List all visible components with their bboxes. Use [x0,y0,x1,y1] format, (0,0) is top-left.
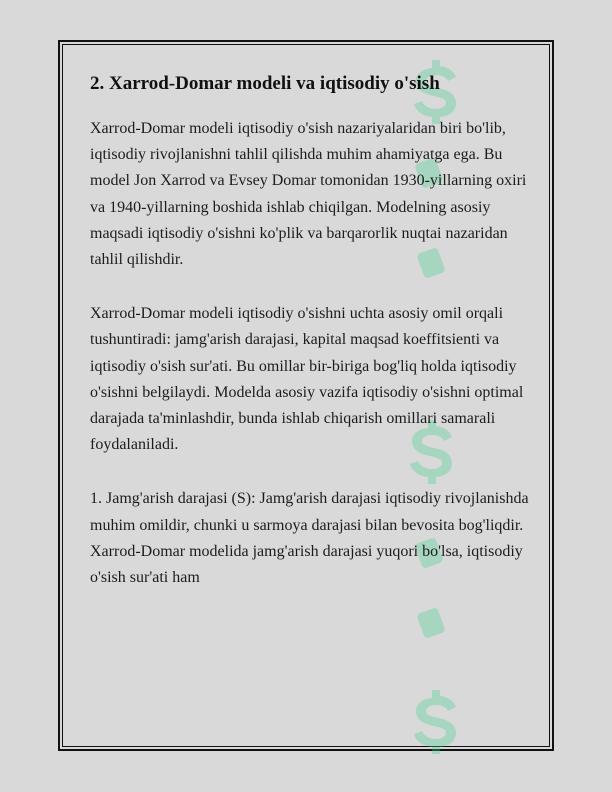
paragraph-intro: Xarrod-Domar modeli iqtisodiy o'sish nazariyalaridan biri bo'lib, iqtisodiy rivojlanishni tahlil qilishda muhim ahamiyatga ega. Bu model Jon Xarrod va Evsey Domar tomonidan 1930-yillarning oxiri va 1940-yillarning boshida ishlab chiqilgan. Modelning asosiy maqsadi iqtisodiy o'sishni ko'plik va barqarorlik nuqtai nazaridan tahlil qilishdir. [90,120,527,269]
paragraph-savings-rate: 1. Jamg'arish darajasi (S): Jamg'arish darajasi iqtisodiy rivojlanishda muhim omildir, chunki u sarmoya darajasi bilan bevosita bog'liqdir. Xarrod-Domar modelida jamg'arish darajasi yuqori bo'lsa, iqtisodiy o'sish sur'ati ham [90,490,529,587]
document-body [90,70,530,619]
paragraph-factors: Xarrod-Domar modeli iqtisodiy o'sishni uchta asosiy omil orqali tushuntiradi: jamg'arish darajasi, kapital maqsad koeffitsienti va iqtisodiy o'sish sur'ati. Bu omillar bir-biriga bog'liq holda iqtisodiy o'sishni belgilaydi. Modelda asosiy vazifa iqtisodiy o'sishni optimal darajada ta'minlashdir, bunda ishlab chiqarish omillari samarali foydalaniladi. [90,305,524,454]
section-heading: 2. Xarrod-Domar modeli va iqtisodiy o'sish [90,73,440,94]
